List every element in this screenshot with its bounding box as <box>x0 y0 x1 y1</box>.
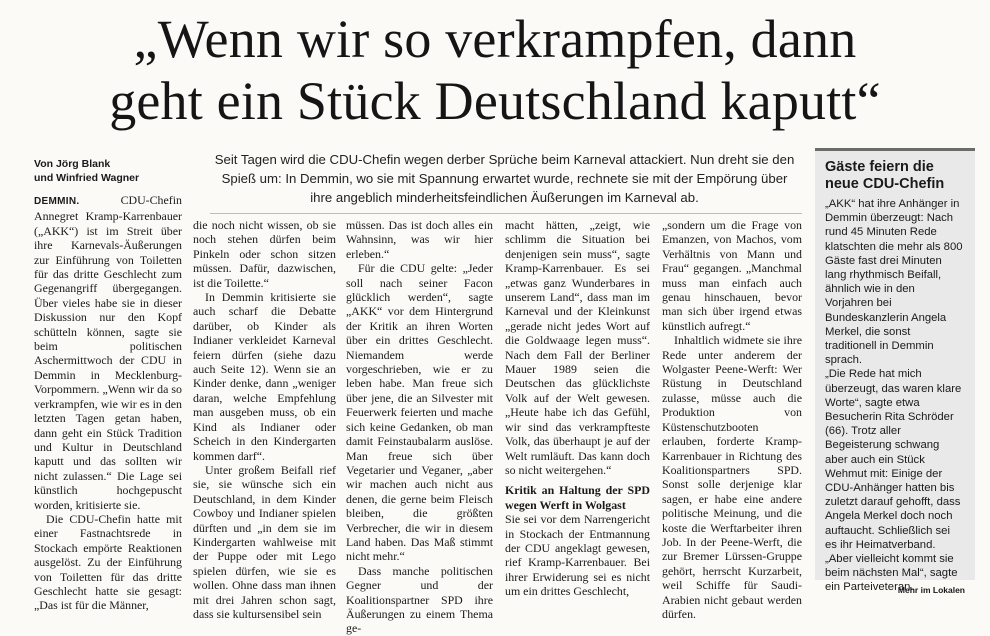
info-box-paragraph: „AKK“ hat ihre Anhänger in Demmin überzeugt: Nach rund 45 Minuten Rede klatschten die mehr als 800 Gäste fast drei Minuten lang rhythmisch Beifall, ähnlich wie in den Vorjahren bei Bundeskanzlerin Angela Merkel, die sonst traditionell in Demmin sprach. <box>825 198 963 367</box>
dateline: DEMMIN. <box>34 196 80 207</box>
article-column-1 <box>34 193 182 613</box>
info-box-title: Gäste feiern die neue CDU-Chefin <box>825 159 945 192</box>
article-column-3 <box>346 218 493 636</box>
teaser-intro: Seit Tagen wird die CDU-Chefin wegen derber Sprüche beim Karneval attackiert. Nun dreht sie den Spieß um: In Demmin, wo sie mit Spannung erwartet wurde, rechnete sie mit der Empörung über ihre angeblich minderheitsfeindlichen Äußerungen im Karneval ab. <box>214 152 795 205</box>
divider <box>210 213 802 214</box>
article-paragraph: Unter großem Beifall rief sie, sie wünsche sich ein Deutschland, in dem Kinder Cowboy und Indianer spielen dürften und „in dem sie im Kindergarten wahlweise mit der Puppe oder mit Lego spielen dürfen, wie sie es wollen. Ohne dass man ihnen mit drei Jahren schon sagt, dass sie kultursensibel sein <box>193 462 336 621</box>
article-paragraph: macht hätten, „zeigt, wie schlimm die Situation bei denjenigen sein muss“, sagte Kramp-Karrenbauer. Es sei „etwas ganz Wunderbares in unserem Land“, dass man im Karneval und der Kleinkunst „gerade nicht jedes Wort auf die Goldwaage legen muss“. Nach dem Fall der Berliner Mauer 1989 seien die Deutschen das glücklichste Volk auf der Welt gewesen. „Heute habe ich das Gefühl, wir sind das verkrampfteste Volk, das überhaupt je auf der Welt rumläuft. Das kann doch so nicht weitergehen.“ <box>505 218 650 477</box>
headline-line-2: geht ein Stück Deutschland kaputt“ <box>109 71 881 131</box>
article-paragraph: Inhaltlich widmete sie ihre Rede unter anderem der Wolgaster Peene-Werft: Wer Rüstung in Deutschland zulasse, müsse auch die Produktion von Küstenschutzbooten erlauben, forderte Kramp-Karrenbauer in Richtung des Koalitionspartners SPD. Sonst solle derjenige klar sagen, er habe eine andere politische Meinung, und die koste die Werftarbeiter ihren Job. In der Peene-Werft, die zur Bremer Lürssen-Gruppe gehört, herrscht Kurzarbeit, weil Schiffe für Saudi-Arabien nicht gebaut werden dürfen. <box>662 333 802 621</box>
article-paragraph: Sie sei vor dem Narrengericht in Stockach der Entmannung der CDU angeklagt gewesen, rief Kramp-Karrenbauer. Bei ihrer Erwiderung sei es nicht um ein drittes Geschlecht, <box>505 512 650 599</box>
article-column-5 <box>662 218 802 621</box>
subheading: Kritik an Haltung der SPD wegen Werft in Wolgast <box>505 483 650 512</box>
headline <box>0 8 990 132</box>
article-paragraph: DEMMIN. CDU-Chefin Annegret Kramp-Karrenbauer („AKK“) ist im Streit über ihre Karnevals-Äußerungen zur Einführung von Toiletten für das dritte Geschlecht zum Gegenangriff übergegangen. Über vieles habe sie in dieser Diskussion nur den Kopf schütteln können, sagte sie beim politischen Aschermittwoch der CDU in Demmin in Mecklenburg-Vorpommern. „Wenn wir da so verkrampfen, wie wir es in den letzten Tagen getan haben, dann geht ein Stück Tradition und Kultur in Deutschland kaputt und das sollten wir nicht zulassen.“ Die Lage sei künstlich hochgepuscht worden, kritisierte sie. <box>34 193 182 512</box>
info-box-paragraph: „Die Rede hat mich überzeugt, das waren klare Worte“, sagte etwa Besucherin Rita Schröder (66). Trotz aller Begeisterung schwang aber auch ein Stück Wehmut mit: Einige der CDU-Anhänger hatten bis zuletzt darauf gehofft, dass Angela Merkel doch noch auftaucht. Schließlich sei es ihr Heimatverband. „Aber vielleicht kommt sie beim nächsten Mal“, sagte ein Parteiveteran. <box>825 368 962 594</box>
article-paragraph: Die CDU-Chefin hatte mit einer Fastnachtsrede in Stockach empörte Reaktionen ausgelöst. Zu der Einführung von Toiletten für das dritte Geschlecht hatte sie gesagt: „Das ist für die Männer, <box>34 511 182 613</box>
article-paragraph: die noch nicht wissen, ob sie noch stehen dürfen beim Pinkeln oder schon sitzen müssen. Dafür, dazwischen, ist die Toilette.“ <box>193 218 336 290</box>
info-box <box>815 148 975 595</box>
article-paragraph: In Demmin kritisierte sie auch scharf die Debatte darüber, ob Kinder als Indianer verkleidet Karneval feiern dürfen (siehe dazu auch Seite 12). Wenn sie an Kinder denke, dann „weniger daran, welche Empfehlung man ausgeben muss, ob ein Kind als Indianer oder Scheich in den Kindergarten kommen darf“. <box>193 290 336 463</box>
article-column-2 <box>193 218 336 621</box>
byline-author-1: Von Jörg Blank <box>34 158 111 170</box>
info-box-credit: Mehr im Lokalen <box>897 584 965 595</box>
headline-line-1: „Wenn wir so verkrampfen, dann <box>133 9 857 69</box>
article-paragraph: Dass manche politischen Gegner und der Koalitionspartner SPD ihre Äußerungen zu einem Thema ge- <box>346 563 493 636</box>
article-paragraph: müssen. Das ist doch alles ein Wahnsinn, was wir hier erleben.“ <box>346 218 493 261</box>
article-paragraph: Für die CDU gelte: „Jeder soll nach seiner Facon glücklich werden“, sagte „AKK“ vor dem Hintergrund der Kritik an ihren Worten über ein drittes Geschlecht. Niemandem werde vorgeschrieben, wie er zu leben habe. Man freue sich über jene, die an Silvester mit Feuerwerk feierten und mache sich keine Gedanken, ob man damit Feinstaubalarm auslöse. Man freue sich über Vegetarier und Veganer, „aber wir machen auch nicht aus denen, die gerne beim Fleisch bleiben, die größten Verbrecher, die wir in diesem Land haben. Das Maß stimmt nicht mehr.“ <box>346 261 493 564</box>
byline-author-2: und Winfried Wagner <box>34 172 140 184</box>
byline <box>34 157 194 185</box>
article-column-4 <box>505 218 650 608</box>
article-paragraph: „sondern um die Frage von Emanzen, von Machos, vom Verhältnis von Mann und Frau“ gegangen. „Manchmal muss man einfach auch genau hinschauen, bevor man sich über irgend etwas künstlich aufregt.“ <box>662 218 802 333</box>
